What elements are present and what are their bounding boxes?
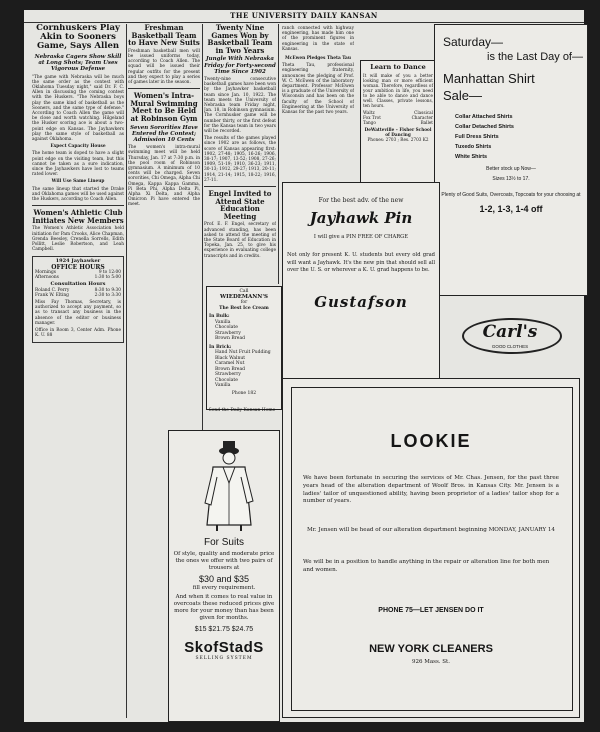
headline-twenty-nine: Twenty Nine Games Won by Basketball Team in Two Years: [207, 24, 273, 55]
suits-body: Of style, quality and moderate price the ones we offer with two pairs of trousers at: [173, 551, 275, 571]
article-body: Freshman basketball men will be issued uniforms today, according to Coach Allen. The squad will be issued their regular outfits for the present and they expect to play a series of games later in the season.: [128, 48, 200, 85]
manhattan-plenty: Plenty of Good Suits, Overcoats, Topcoats for your choosing at: [441, 192, 581, 198]
headline-freshman: Freshman Basketball Team to Have New Suits: [128, 24, 200, 48]
manhattan-discount: 1-2, 1-3, 1-4 off: [479, 204, 543, 214]
subhead: Expect Capacity House: [50, 144, 106, 150]
manhattan-line4: Sale—: [443, 88, 483, 103]
lookie-address: 926 Mass. St.: [411, 659, 451, 665]
jayhawk-offer: I will give a PIN FREE OF CHARGE: [313, 234, 409, 240]
jayhawk-title: Jayhawk Pin: [309, 209, 413, 227]
shirt-item: Tuxedo Shirts: [455, 144, 492, 150]
article-body: The home team is doped to have a slight point edge on the visiting team, but this cannot be taken as a sure indication, since the Jayhawkers have lost to teams rated lower.: [32, 151, 124, 178]
article-body: ranch connected with highway engineering, has made him one of the prominent figures in engineering in the state of Kansas.: [282, 26, 354, 52]
consult-row: Roland C. Perry 8:30 to 9:30: [35, 287, 121, 293]
carls-logo: Carl's: [482, 322, 538, 342]
article-body: The results of the games played since 1902 are as follows, the score of Kansas appearing first: 1902, 27-48; 1905, 16-26; 1906, 38-17; 1907, 13-52; 1908, 27-26; 1909, 51-19; 1910, 36-23; 1911, 30-13; 1912, 29-27; 1913, 20-11; 1914, 21-14; 1915, 18-22; 1916, 27-11.: [204, 136, 276, 183]
brick-title: In Brick:: [209, 344, 232, 350]
lookie-phone: PHONE 75—LET JENSEN DO IT: [378, 607, 484, 614]
headline-engel: Engel Invited to Attend State Education Meeting: [208, 189, 272, 221]
send-kansan-home: Send the Daily Kansan Home: [208, 408, 276, 413]
deck-sororities: Seven Sororities Have Entered the Contest; Admission 10 Cents: [130, 124, 198, 143]
lookie-firm: NEW YORK CLEANERS: [369, 643, 493, 655]
consult-title: Consultation Hours: [50, 281, 106, 288]
article-body: The Women's Athletic Association held initiation for Pam Crooks, Alice Chapman, Grenda Beesley, Crenella Sorrells, Edith Pollitt, Leslie Robertson, and Leah Campbell.: [32, 226, 124, 253]
suits-ad: [168, 430, 280, 722]
manhattan-line2: is the Last Day of—: [487, 51, 583, 63]
headline-womens-athletic: Women's Athletic Club Initiates New Members: [32, 208, 124, 225]
wiedemann-phone: Phone 182: [231, 390, 257, 396]
jayhawk-pin-ad: [282, 182, 440, 382]
brick-list: Hand Nut Fruit Pudding Black Walnut Caramel Nut Brown Bread Strawberry Chocolate Vanilla: [215, 350, 271, 388]
dance-title: Learn to Dance: [370, 63, 426, 71]
gustafson-logo: Gustafson: [314, 292, 408, 311]
shirt-list: [455, 112, 583, 162]
dance-class-row: Waltz Classical: [363, 110, 433, 115]
subhead: Will Use Same Lineup: [51, 179, 105, 185]
hours-title: 1924 Jayhawker: [55, 258, 101, 265]
article-body: Twenty-nine consecutive basketball games have been won by the Jayhawker basketball team since Jan. 10, 1922. The team meets the University of Nebraska team Friday night, Jan. 18, in Robinson gymnasium. The Cornhusker game will be number thirty, or the first defeat for the Kansas team in two years will be recorded.: [204, 76, 276, 135]
column-4: [282, 24, 354, 184]
shirt-item: Full Dress Shirts: [455, 134, 499, 140]
manhattan-line3: Manhattan Shirt: [443, 71, 535, 86]
masthead-title: THE UNIVERSITY DAILY KANSAN: [230, 11, 378, 20]
carls-ad: [440, 310, 580, 368]
headline-swimming: Women's Intra-Mural Swimming Meet to Be Held at Robinson Gym: [130, 91, 198, 123]
wiedemann-call: Call: [239, 289, 249, 294]
wiedemann-name: WIEDEMANN'S: [220, 293, 268, 300]
article-body: Theta Tau, professional engineering fraternity, announces the pledging of Prof. W. C. McEwen of the laboratory department. Professor McEwen is a graduate of the University of Wisconsin and has been on the faculty of the School of Engineering at the University of Kansas for the past two years.: [282, 63, 354, 116]
dance-phone: Phones: 2703 ; Res. 2703 K2: [367, 137, 429, 142]
office-hours-box: [32, 256, 124, 343]
jayhawk-intro: For the best adv. of the new: [318, 197, 404, 204]
column-rule: [278, 24, 279, 284]
skofstads-sub: SELLING SYSTEM: [195, 656, 253, 661]
dance-class-row: Tango Ballet: [363, 120, 433, 125]
jayhawk-body: Not only for present K. U. students but every old grad will want a Jayhawk. It's the new pin that should sell all over the U. S. or wherever a K. U. grad happens to be.: [287, 252, 435, 273]
bulk-title: In Bulk:: [209, 314, 230, 319]
column-rule: [126, 24, 127, 718]
headline-cornhuskers: Cornhuskers Play Akin to Sooners Game, Says Allen: [36, 24, 120, 51]
suits-fill: fill every requirement.: [192, 585, 256, 591]
shirt-item: Collar Attached Shirts: [455, 114, 513, 120]
dance-school: DeWatteville – Fisher School of Dancing: [364, 127, 432, 137]
manhattan-line1: Saturday—: [443, 35, 504, 49]
shirt-item: White Shirts: [455, 154, 488, 160]
lookie-body2: Mr. Jensen will be head of our alteration department beginning MONDAY, JANUARY 14: [307, 527, 555, 533]
article-body: Miss Fay Thomas, Secretary, is authorized to accept any payment, so as to transact any business in the absence of the editor or business manager.: [35, 299, 121, 326]
wiedemann-item: The Best Ice Cream: [219, 305, 269, 311]
carls-tag: GOOD CLOTHES: [491, 344, 529, 349]
skofstads-logo: SkofStadS: [184, 639, 264, 656]
article-body: "The game with Nebraska will be much the same order as the contest with Oklahoma Tuesday night," said Dr. F. C. Allen in discussing the coming contest with the Huskers. "The Nebraska boys play the same kind of basketball as the Sooners, and the same type of defense." According to Coach Allen the game will be close and worth watching. Hilgeland the Husker scoring ace is about a two-point edge on Kansas. The Jayhawkers play the same style of basketball as against Oklahoma.: [32, 74, 124, 143]
lookie-title: LOOKIE: [390, 431, 472, 451]
hours-row: Mornings 9 to 12:00: [35, 269, 121, 275]
manhattan-note: Better stock up Now—: [486, 166, 536, 172]
bulk-list: Vanilla Chocolate Strawberry Brown Bread: [215, 319, 246, 341]
lookie-body1: We have been fortunate in securing the services of Mr. Chas. Jensen, for the past three years head of the alteration department of Woolf Bros. in Kansas City. Mr. Jensen is a ladies' tailor of unquestioned ability, having been proprietor of a ladies' tailor shop for a number of years.: [303, 475, 559, 505]
masthead: [24, 10, 584, 23]
suits-prices: $30 and $35: [198, 574, 250, 584]
dance-ad: [360, 60, 436, 184]
headline-mcewen: McEwen Pledges Theta Tau: [285, 56, 351, 62]
manhattan-sizes: Sizes 13½ to 17.: [492, 176, 530, 182]
wiedemann-for: for: [240, 300, 248, 305]
suits-body2: And when it comes to real value in overcoats these reduced prices give more for your money than has been given for months.: [173, 594, 275, 621]
suits-title: For Suits: [203, 537, 244, 548]
suits-sale-prices: $15 $21.75 $24.75: [194, 626, 254, 633]
hours-row: Afternoons 1:30 to 5:00: [35, 275, 121, 281]
newspaper-page: [24, 10, 584, 722]
hours-subtitle: OFFICE HOURS: [51, 263, 105, 271]
lookie-ad: [282, 378, 580, 718]
man-in-overcoat-illustration: [171, 433, 277, 533]
column-1: [32, 24, 124, 718]
article-body: Prof. E. F. Engel, secretary of advanced standing, has been asked to attend the meeting of the State Board of Education in Topeka, Jan. 25, to give his experience in evaluating college transcripts and in credits.: [204, 222, 276, 259]
lookie-body3: We will be in a position to handle anything in the repair or alteration line for both men and women.: [303, 559, 550, 573]
dance-body: It will make of you a better looking man or more efficient woman. Therefore, regardless of your ambition in life, you need to be able to dance and dance well. Classes, private lessons, ten hours.: [363, 73, 433, 108]
deck-nebraska: Nebraska Cagers Show Skill at Long Shots; Team Uses Vigorous Defense: [34, 54, 122, 73]
article-body: Office in Room 3, Center Adm. Phone K. U. 88: [35, 327, 121, 339]
dance-class-row: Fox Trot Character: [363, 115, 433, 120]
consult-row: Frank W. Elting 2:30 to 3:30: [35, 292, 121, 298]
shirt-item: Collar Detached Shirts: [455, 124, 514, 130]
article-body: The women's intra-mural swimming meet will be held Thursday, Jan. 17 at 7:30 p.m. in the pool room of Robinson gymnasium. A minimum of 10 cents will be charged. Seven sororities, Chi Omega, Alpha Chi Omega, Kappa Kappa Gamma, Pi Beta Phi, Alpha Delta Pi, Alpha Xi Delta, and Alpha Omicron Pi have entered the meet.: [128, 145, 200, 208]
wiedemann-ad: [206, 286, 282, 410]
deck-nebraska-friday: Jungle With Nebraska Friday for Forty-second Time Since 1902: [204, 56, 276, 75]
manhattan-shirt-ad: [434, 24, 588, 296]
article-body: The same lineup that started the Drake and Oklahoma games will be used against the Huskers, according to Coach Allen.: [32, 186, 124, 203]
